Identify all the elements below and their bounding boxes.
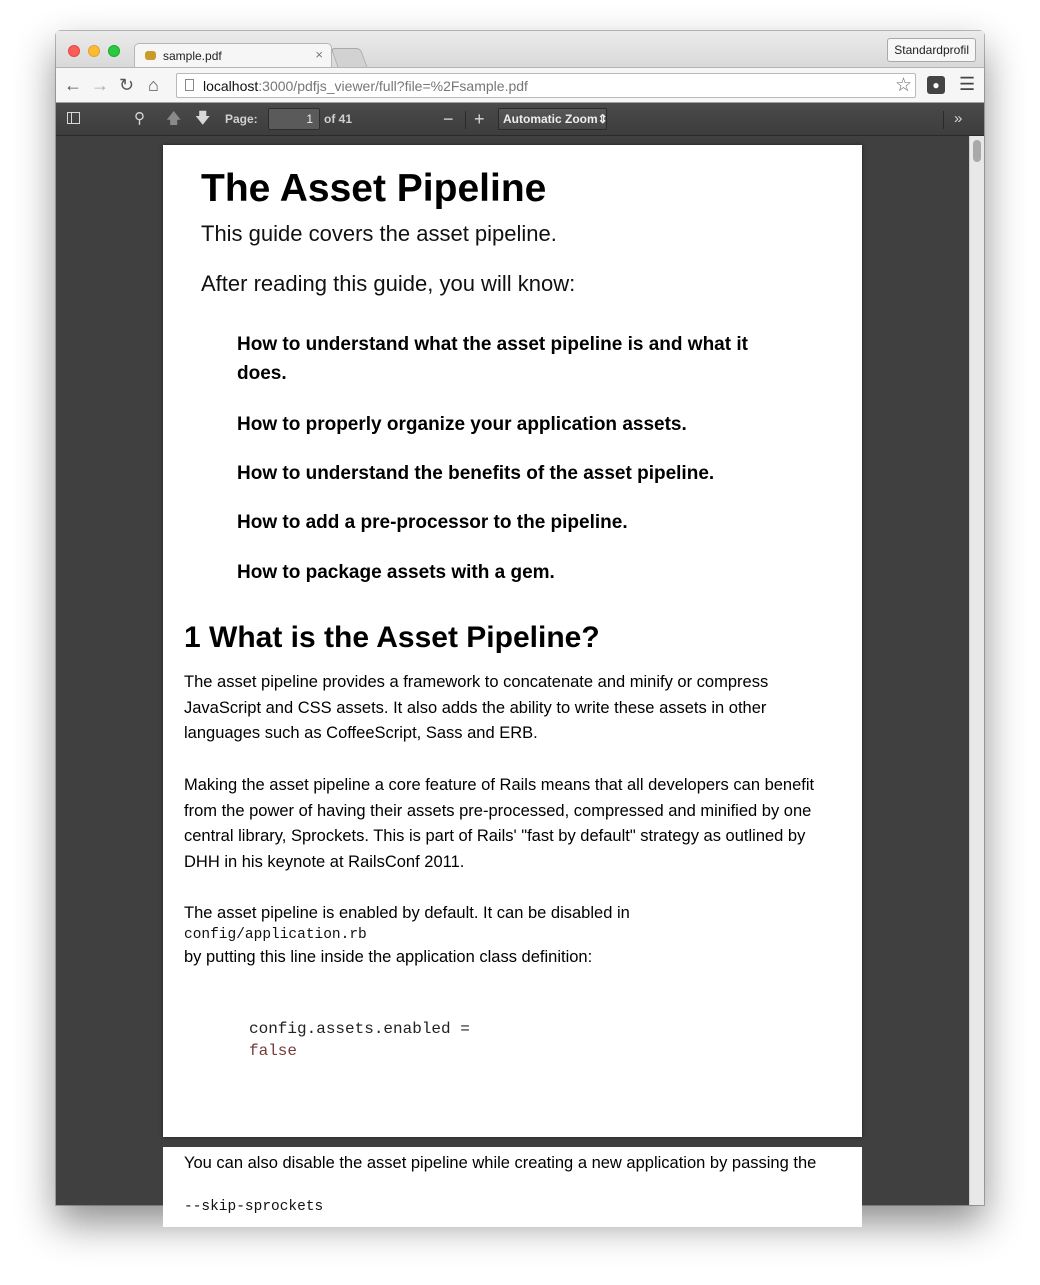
browser-tab[interactable] xyxy=(134,43,332,68)
pdf-page-2 xyxy=(163,1147,862,1227)
vertical-scrollbar[interactable] xyxy=(969,136,984,1205)
reload-icon[interactable]: ↻ xyxy=(119,75,135,95)
scrollbar-thumb[interactable] xyxy=(973,140,981,162)
favicon-icon xyxy=(145,51,156,60)
page-number-input[interactable]: 1 xyxy=(268,108,320,130)
home-icon[interactable]: ⌂ xyxy=(148,75,159,95)
page-count: of 41 xyxy=(324,112,353,126)
inline-code: --skip-sprockets xyxy=(184,1199,324,1215)
new-tab-button[interactable] xyxy=(331,48,368,67)
tab-bar xyxy=(56,31,984,67)
document-lead: This guide covers the asset pipeline. xyxy=(201,221,557,246)
goal-item: How to properly organize your application assets. xyxy=(237,414,687,435)
browser-window xyxy=(56,31,984,1215)
hamburger-menu-icon[interactable]: ☰ xyxy=(959,74,976,94)
zoom-in-button[interactable]: + xyxy=(474,109,485,129)
url-host: localhost xyxy=(203,78,259,94)
section-heading: 1 What is the Asset Pipeline? xyxy=(184,621,600,654)
code-line: config.assets.enabled = xyxy=(249,1020,470,1038)
previous-page-icon[interactable]: 🡅 xyxy=(166,110,182,127)
maximize-window-button[interactable] xyxy=(108,45,120,57)
paragraph: You can also disable the asset pipeline while creating a new application by passing the xyxy=(184,1154,817,1172)
url-text[interactable] xyxy=(203,78,528,94)
github-extension-icon[interactable]: ● xyxy=(927,76,945,94)
paragraph: Making the asset pipeline a core feature of Rails means that all developers can benefit from the power of having their assets pre-processed, compressed and minified by one central library, Sprockets. This is part of Rails' "fast by default" strategy as outlined by DHH in his keynote at RailsConf 2011. xyxy=(184,776,815,871)
goal-item: How to understand the benefits of the asset pipeline. xyxy=(237,463,715,484)
search-icon[interactable]: ⚲ xyxy=(134,110,145,127)
next-page-icon[interactable]: 🡇 xyxy=(195,110,211,127)
sidebar-toggle-icon[interactable] xyxy=(67,112,80,124)
zoom-select-value: Automatic Zoom xyxy=(503,112,598,126)
tab-close-icon[interactable]: × xyxy=(315,47,323,62)
pdf-viewer[interactable] xyxy=(56,136,984,1215)
tools-separator xyxy=(943,111,944,129)
goal-item: How to package assets with a gem. xyxy=(237,562,555,583)
select-arrows-icon: ⇕ xyxy=(597,112,608,126)
paragraph: The asset pipeline is enabled by default. It can be disabled in xyxy=(184,904,630,922)
pdf-toolbar xyxy=(56,103,984,136)
close-window-button[interactable] xyxy=(68,45,80,57)
profile-button[interactable]: Standardprofil xyxy=(887,38,976,62)
document-intro: After reading this guide, you will know: xyxy=(201,271,576,296)
code-block xyxy=(249,1018,470,1062)
zoom-out-button[interactable]: − xyxy=(443,109,454,129)
minimize-window-button[interactable] xyxy=(88,45,100,57)
bookmark-star-icon[interactable]: ☆ xyxy=(894,75,912,96)
zoom-select[interactable] xyxy=(498,108,607,130)
url-path: :3000/pdfjs_viewer/full?file=%2Fsample.pdf xyxy=(258,78,528,94)
goal-item: How to understand what the asset pipeline is and what it does. xyxy=(237,334,748,384)
browser-toolbar xyxy=(56,67,984,103)
document-title: The Asset Pipeline xyxy=(201,167,547,210)
pdf-page-1 xyxy=(163,145,862,1137)
goal-item: How to add a pre-processor to the pipeline. xyxy=(237,512,628,533)
page-label: Page: xyxy=(225,112,258,126)
inline-code: config/application.rb xyxy=(184,927,367,943)
page-icon xyxy=(185,79,194,91)
zoom-separator xyxy=(465,111,466,129)
paragraph: by putting this line inside the application class definition: xyxy=(184,948,593,966)
forward-arrow-icon[interactable]: → xyxy=(91,75,109,95)
code-line: false xyxy=(249,1042,298,1060)
address-bar[interactable] xyxy=(176,73,916,98)
paragraph: The asset pipeline provides a framework to concatenate and minify or compress JavaScript and CSS assets. It also adds the ability to write these assets in other languages such as CoffeeScript, Sass and ERB. xyxy=(184,673,769,742)
tab-title: sample.pdf xyxy=(163,49,222,63)
tools-double-chevron-icon[interactable]: » xyxy=(954,110,963,127)
back-arrow-icon[interactable]: ← xyxy=(64,75,82,95)
